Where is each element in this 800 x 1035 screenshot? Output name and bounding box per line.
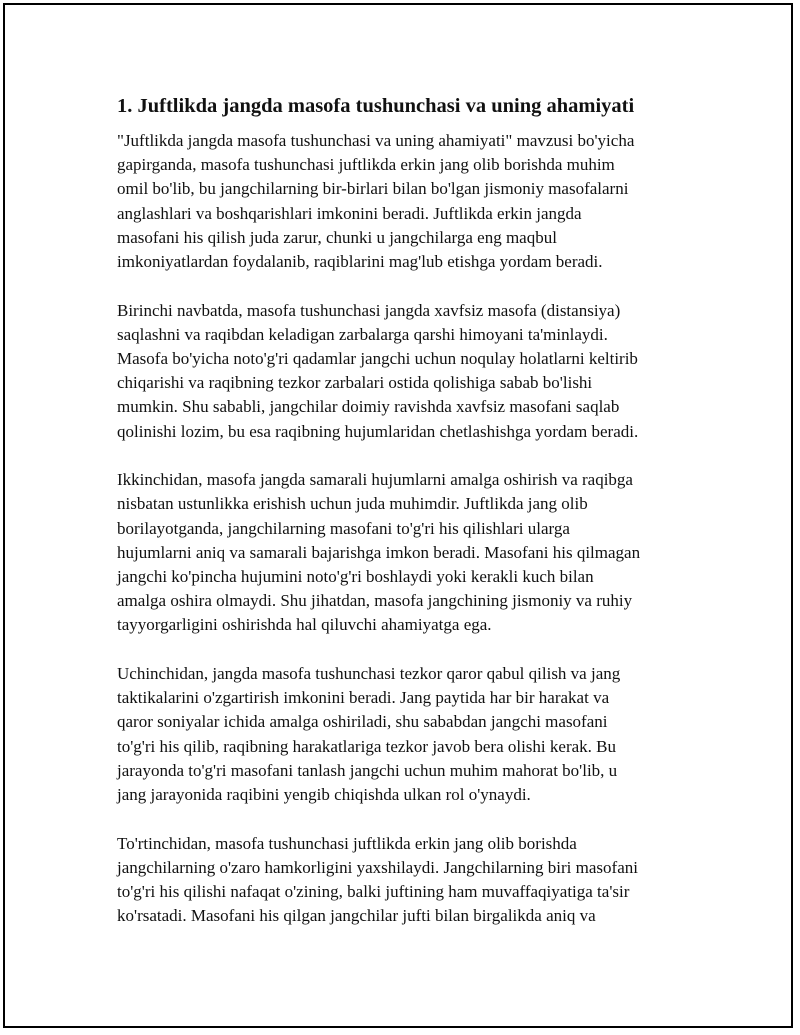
text-line: jarayonda to'g'ri masofani tanlash jangchi uchun muhim mahorat bo'lib, u	[117, 760, 618, 780]
text-line: to'g'ri his qilishi nafaqat o'zining, balki juftining ham muvaffaqiyatiga ta'sir	[117, 882, 630, 902]
text-line: anglashlari va boshqarishlari imkonini beradi. Juftlikda erkin jangda	[117, 203, 582, 223]
text-line: jang jarayonida raqibini yengib chiqishda ulkan rol o'ynaydi.	[117, 785, 531, 805]
paragraph-5	[117, 832, 697, 929]
text-line: mumkin. Shu sababli, jangchilar doimiy ravishda xavfsiz masofani saqlab	[117, 397, 620, 417]
text-line: Birinchi navbatda, masofa tushunchasi jangda xavfsiz masofa (distansiya)	[117, 300, 621, 320]
text-line: jangchilarning o'zaro hamkorligini yaxshilaydi. Jangchilarning biri masofani	[117, 857, 638, 877]
text-line: Masofa bo'yicha noto'g'ri qadamlar jangchi uchun noqulay holatlarni keltirib	[117, 349, 638, 369]
paragraph-2	[117, 299, 697, 444]
text-line: ko'rsatadi. Masofani his qilgan jangchilar jufti bilan birgalikda aniq va	[117, 906, 596, 926]
text-line: gapirganda, masofa tushunchasi juftlikda erkin jang olib borishda muhim	[117, 155, 615, 175]
text-line: chiqarishi va raqibning tezkor zarbalari ostida qolishiga sabab bo'lishi	[117, 373, 593, 393]
text-line: hujumlarni aniq va samarali bajarishga imkon beradi. Masofani his qilmagan	[117, 542, 641, 562]
text-line: To'rtinchidan, masofa tushunchasi juftlikda erkin jang olib borishda	[117, 833, 577, 853]
text-line: Ikkinchidan, masofa jangda samarali hujumlarni amalga oshirish va raqibga	[117, 470, 633, 490]
text-line: jangchi ko'pincha hujumini noto'g'ri boshlaydi yoki kerakli kuch bilan	[117, 567, 594, 587]
text-line: saqlashni va raqibdan keladigan zarbalarga qarshi himoyani ta'minlaydi.	[117, 324, 608, 344]
text-line: nisbatan ustunlikka erishish uchun juda muhimdir. Juftlikda jang olib	[117, 494, 588, 514]
section-heading: 1. Juftlikda jangda masofa tushunchasi va uning ahamiyati	[117, 95, 635, 117]
text-line: borilayotganda, jangchilarning masofani to'g'ri his qilishlari ularga	[117, 518, 570, 538]
text-line: imkoniyatlardan foydalanib, raqiblarini mag'lub etishga yordam beradi.	[117, 252, 603, 272]
paragraph-3	[117, 468, 697, 637]
text-line: "Juftlikda jangda masofa tushunchasi va uning ahamiyati" mavzusi bo'yicha	[117, 131, 635, 150]
text-line: tayyorgarligini oshirishda hal qiluvchi ahamiyatga ega.	[117, 615, 492, 635]
text-line: qaror soniyalar ichida amalga oshiriladi, shu sababdan jangchi masofani	[117, 712, 608, 732]
text-line: omil bo'lib, bu jangchilarning bir-birlari bilan bo'lgan jismoniy masofalarni	[117, 179, 629, 199]
text-line: to'g'ri his qilib, raqibning harakatlariga tezkor javob bera olishi kerak. Bu	[117, 736, 616, 756]
text-line: taktikalarini o'zgartirish imkonini beradi. Jang paytida har bir harakat va	[117, 688, 610, 708]
document-body	[117, 92, 697, 953]
paragraph-4	[117, 662, 697, 807]
paragraph-1	[117, 129, 697, 274]
text-line: amalga oshira olmaydi. Shu jihatdan, masofa jangchining jismoniy va ruhiy	[117, 591, 633, 611]
text-line: masofani his qilish juda zarur, chunki u jangchilarga eng maqbul	[117, 227, 557, 247]
text-line: Uchinchidan, jangda masofa tushunchasi tezkor qaror qabul qilish va jang	[117, 664, 621, 684]
text-line: qolinishi lozim, bu esa raqibning hujumlaridan chetlashishga yordam beradi.	[117, 421, 639, 441]
